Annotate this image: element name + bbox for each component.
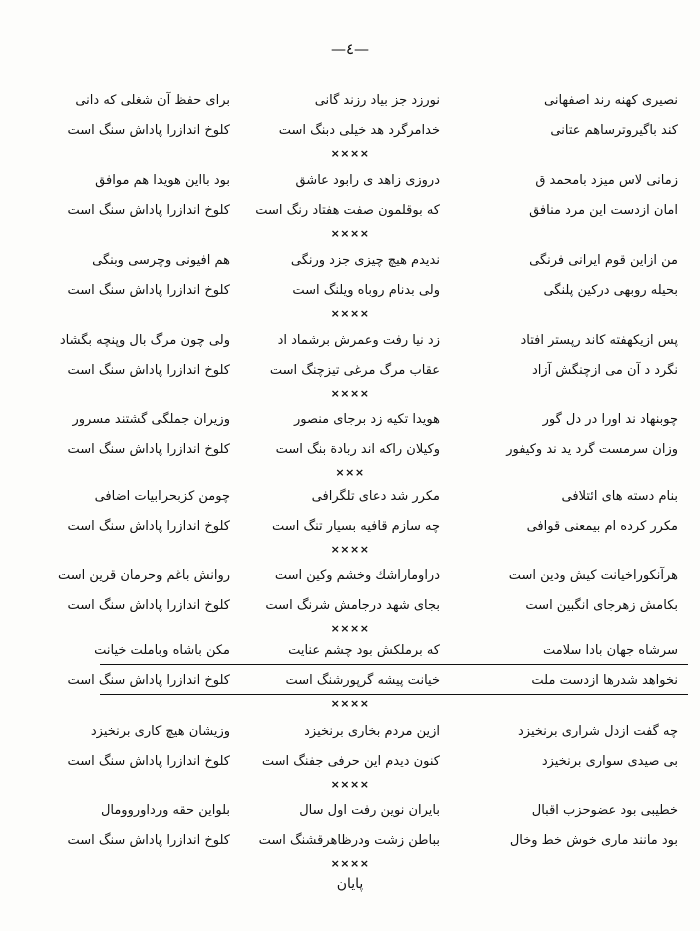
verse-line (0, 561, 700, 591)
stanza-3 (0, 246, 700, 322)
hemistich-left: هم افیونی وچرسی وبنگی (92, 253, 230, 268)
stanza-8 (0, 717, 700, 793)
stanza-separator: ×××× (330, 543, 370, 556)
verse-line (0, 166, 700, 196)
verse-line (0, 326, 700, 356)
verse-line (0, 512, 700, 542)
stanza-separator: ×××× (330, 697, 370, 710)
verse-line (0, 86, 700, 116)
hemistich-right: بحیله روبهی درکین پلنگی (543, 283, 678, 298)
hemistich-right: نصیری کهنه رند اصفهانی (544, 93, 678, 108)
stanza-separator: ×××× (330, 307, 370, 320)
hemistich-left: ولی چون مرگ بال وپنچه بگشاد (59, 333, 230, 348)
refrain: کلوخ اندازرا پاداش سنگ است (67, 519, 230, 534)
hemistich-left: چومن کزبحرابیات اضافی (94, 489, 230, 504)
refrain: کلوخ اندازرا پاداش سنگ است (67, 673, 230, 688)
hemistich-middle: وکیلان راکه اند ربادة بنگ است (275, 442, 440, 457)
hemistich-middle: دروزی زاهد ی رابود عاشق (295, 173, 440, 188)
ending-word: پایان (336, 876, 364, 892)
refrain: کلوخ اندازرا پاداش سنگ است (67, 123, 230, 138)
verse-line (0, 405, 700, 435)
verse-line (0, 246, 700, 276)
verse-line (0, 276, 700, 306)
stanza-1 (0, 86, 700, 162)
stanza-2 (0, 166, 700, 242)
hemistich-middle: عقاب مرگ مرغی تیزچنگ است (269, 363, 440, 378)
hemistich-right: بنام دسته های ائتلافی (561, 489, 678, 504)
hemistich-left: مکن باشاه وباملت خیانت (94, 643, 230, 658)
verse-line (0, 356, 700, 386)
refrain: کلوخ اندازرا پاداش سنگ است (67, 833, 230, 848)
refrain: کلوخ اندازرا پاداش سنگ است (67, 442, 230, 457)
hemistich-right: نگرد د آن می ازچنگش آزاد (531, 363, 678, 378)
hemistich-right: مکرر کرده ام بیمعنی قوافی (526, 519, 678, 534)
hemistich-left: بلواین حقه ورداوروومال (100, 803, 230, 818)
hemistich-right: امان ازدست این مرد منافق (529, 203, 678, 218)
stanza-separator: ××× (335, 466, 365, 479)
refrain: کلوخ اندازرا پاداش سنگ است (67, 754, 230, 769)
refrain: کلوخ اندازرا پاداش سنگ است (67, 363, 230, 378)
hemistich-right: چه گفت ازدل شراری برنخیزد (517, 724, 678, 739)
hemistich-middle: خیانت پیشه گرپورشنگ است (285, 673, 440, 688)
stanza-9 (0, 796, 700, 872)
stanza-separator: ×××× (330, 227, 370, 240)
stanza-7 (0, 561, 700, 637)
refrain: کلوخ اندازرا پاداش سنگ است (67, 203, 230, 218)
stanza-separator: ×××× (330, 387, 370, 400)
hemistich-right: وزان سرمست گرد ید ند وکیفور (506, 442, 678, 457)
hemistich-middle: ندیدم هیچ چیزی جزد ورنگی (290, 253, 440, 268)
hemistich-middle: خدامرگرد هد خیلی دبنگ است (278, 123, 440, 138)
underline-rule (100, 694, 688, 695)
hemistich-right: بی صیدی سواری برنخیزد (541, 754, 678, 769)
stanza-4 (0, 326, 700, 402)
verse-line (0, 435, 700, 465)
hemistich-right: من ازاین قوم ایرانی فرنگی (529, 253, 678, 268)
hemistich-right: زمانی لاس میزد بامحمد ق (535, 173, 678, 188)
hemistich-middle: زد نیا رفت وعمرش برشماد اد (277, 333, 440, 348)
hemistich-right: بود مانند ماری خوش خط وخال (509, 833, 678, 848)
stanza-separator: ×××× (330, 778, 370, 791)
stanza-separator: ×××× (330, 857, 370, 870)
stanza-separator: ×××× (330, 147, 370, 160)
refrain: کلوخ اندازرا پاداش سنگ است (67, 283, 230, 298)
hemistich-middle: نورزد جز بیاد رزند گانی (314, 93, 440, 108)
verse-line (0, 796, 700, 826)
hemistich-middle: چه سازم قافیه بسیار تنگ است (272, 519, 440, 534)
verse-line (0, 196, 700, 226)
hemistich-middle: بجای شهد درجامش شرنگ است (265, 598, 440, 613)
hemistich-middle: مکرر شد دعای تلگرافی (311, 489, 440, 504)
hemistich-middle: که بوقلمون صفت هفتاد رنگ است (255, 203, 440, 218)
page-number: —٤— (330, 40, 370, 58)
underline-rule (100, 664, 688, 665)
refrain: کلوخ اندازرا پاداش سنگ است (67, 598, 230, 613)
hemistich-middle: کنون دیدم این حرفی جفنگ است (261, 754, 440, 769)
hemistich-middle: بایران نوین رفت اول سال (299, 803, 440, 818)
stanza-6 (0, 482, 700, 558)
hemistich-right: خطیبی بود عضوحزب اقبال (531, 803, 678, 818)
hemistich-right: نخواهد شدرها ازدست ملت (531, 673, 678, 688)
verse-line (0, 116, 700, 146)
hemistich-right: سرشاه جهان بادا سلامت (542, 643, 678, 658)
verse-line (0, 666, 700, 696)
stanza-separator: ×××× (330, 622, 370, 635)
verse-line (0, 826, 700, 856)
verse-line (0, 591, 700, 621)
verse-line (0, 482, 700, 512)
hemistich-right: چوبنهاد ند اورا در دل گور (542, 412, 678, 427)
hemistich-left: بود بااین هویدا هم موافق (95, 173, 230, 188)
hemistich-middle: ولی بدنام روباه ویلنگ است (292, 283, 440, 298)
hemistich-middle: هویدا تکیه زد برجای منصور (293, 412, 440, 427)
verse-line (0, 717, 700, 747)
hemistich-right: بکامش زهرجای انگبین است (525, 598, 678, 613)
hemistich-middle: دراوماراشك وخشم وکین است (274, 568, 440, 583)
hemistich-left: برای حفظ آن شغلی که دانی (75, 93, 230, 108)
hemistich-middle: ازین مردم بخاری برنخیزد (304, 724, 440, 739)
hemistich-middle: که برملکش بود چشم عنایت (288, 643, 440, 658)
hemistich-left: روانش باغم وحرمان قرین است (57, 568, 230, 583)
special-stanza (0, 636, 700, 712)
hemistich-left: وزیشان هیچ کاری برنخیزد (90, 724, 230, 739)
hemistich-right: کند باگیروترساهم عتانی (550, 123, 678, 138)
hemistich-left: وزیران جملگی گشتند مسرور (72, 412, 230, 427)
hemistich-right: پس ازیکهفته کاند رپستر افتاد (520, 333, 678, 348)
hemistich-right: هرآنکوراخیانت کیش ودین است (508, 568, 678, 583)
verse-line (0, 636, 700, 666)
stanza-5 (0, 405, 700, 481)
verse-line (0, 747, 700, 777)
hemistich-middle: بباطن زشت ودرظاهرقشنگ است (258, 833, 440, 848)
